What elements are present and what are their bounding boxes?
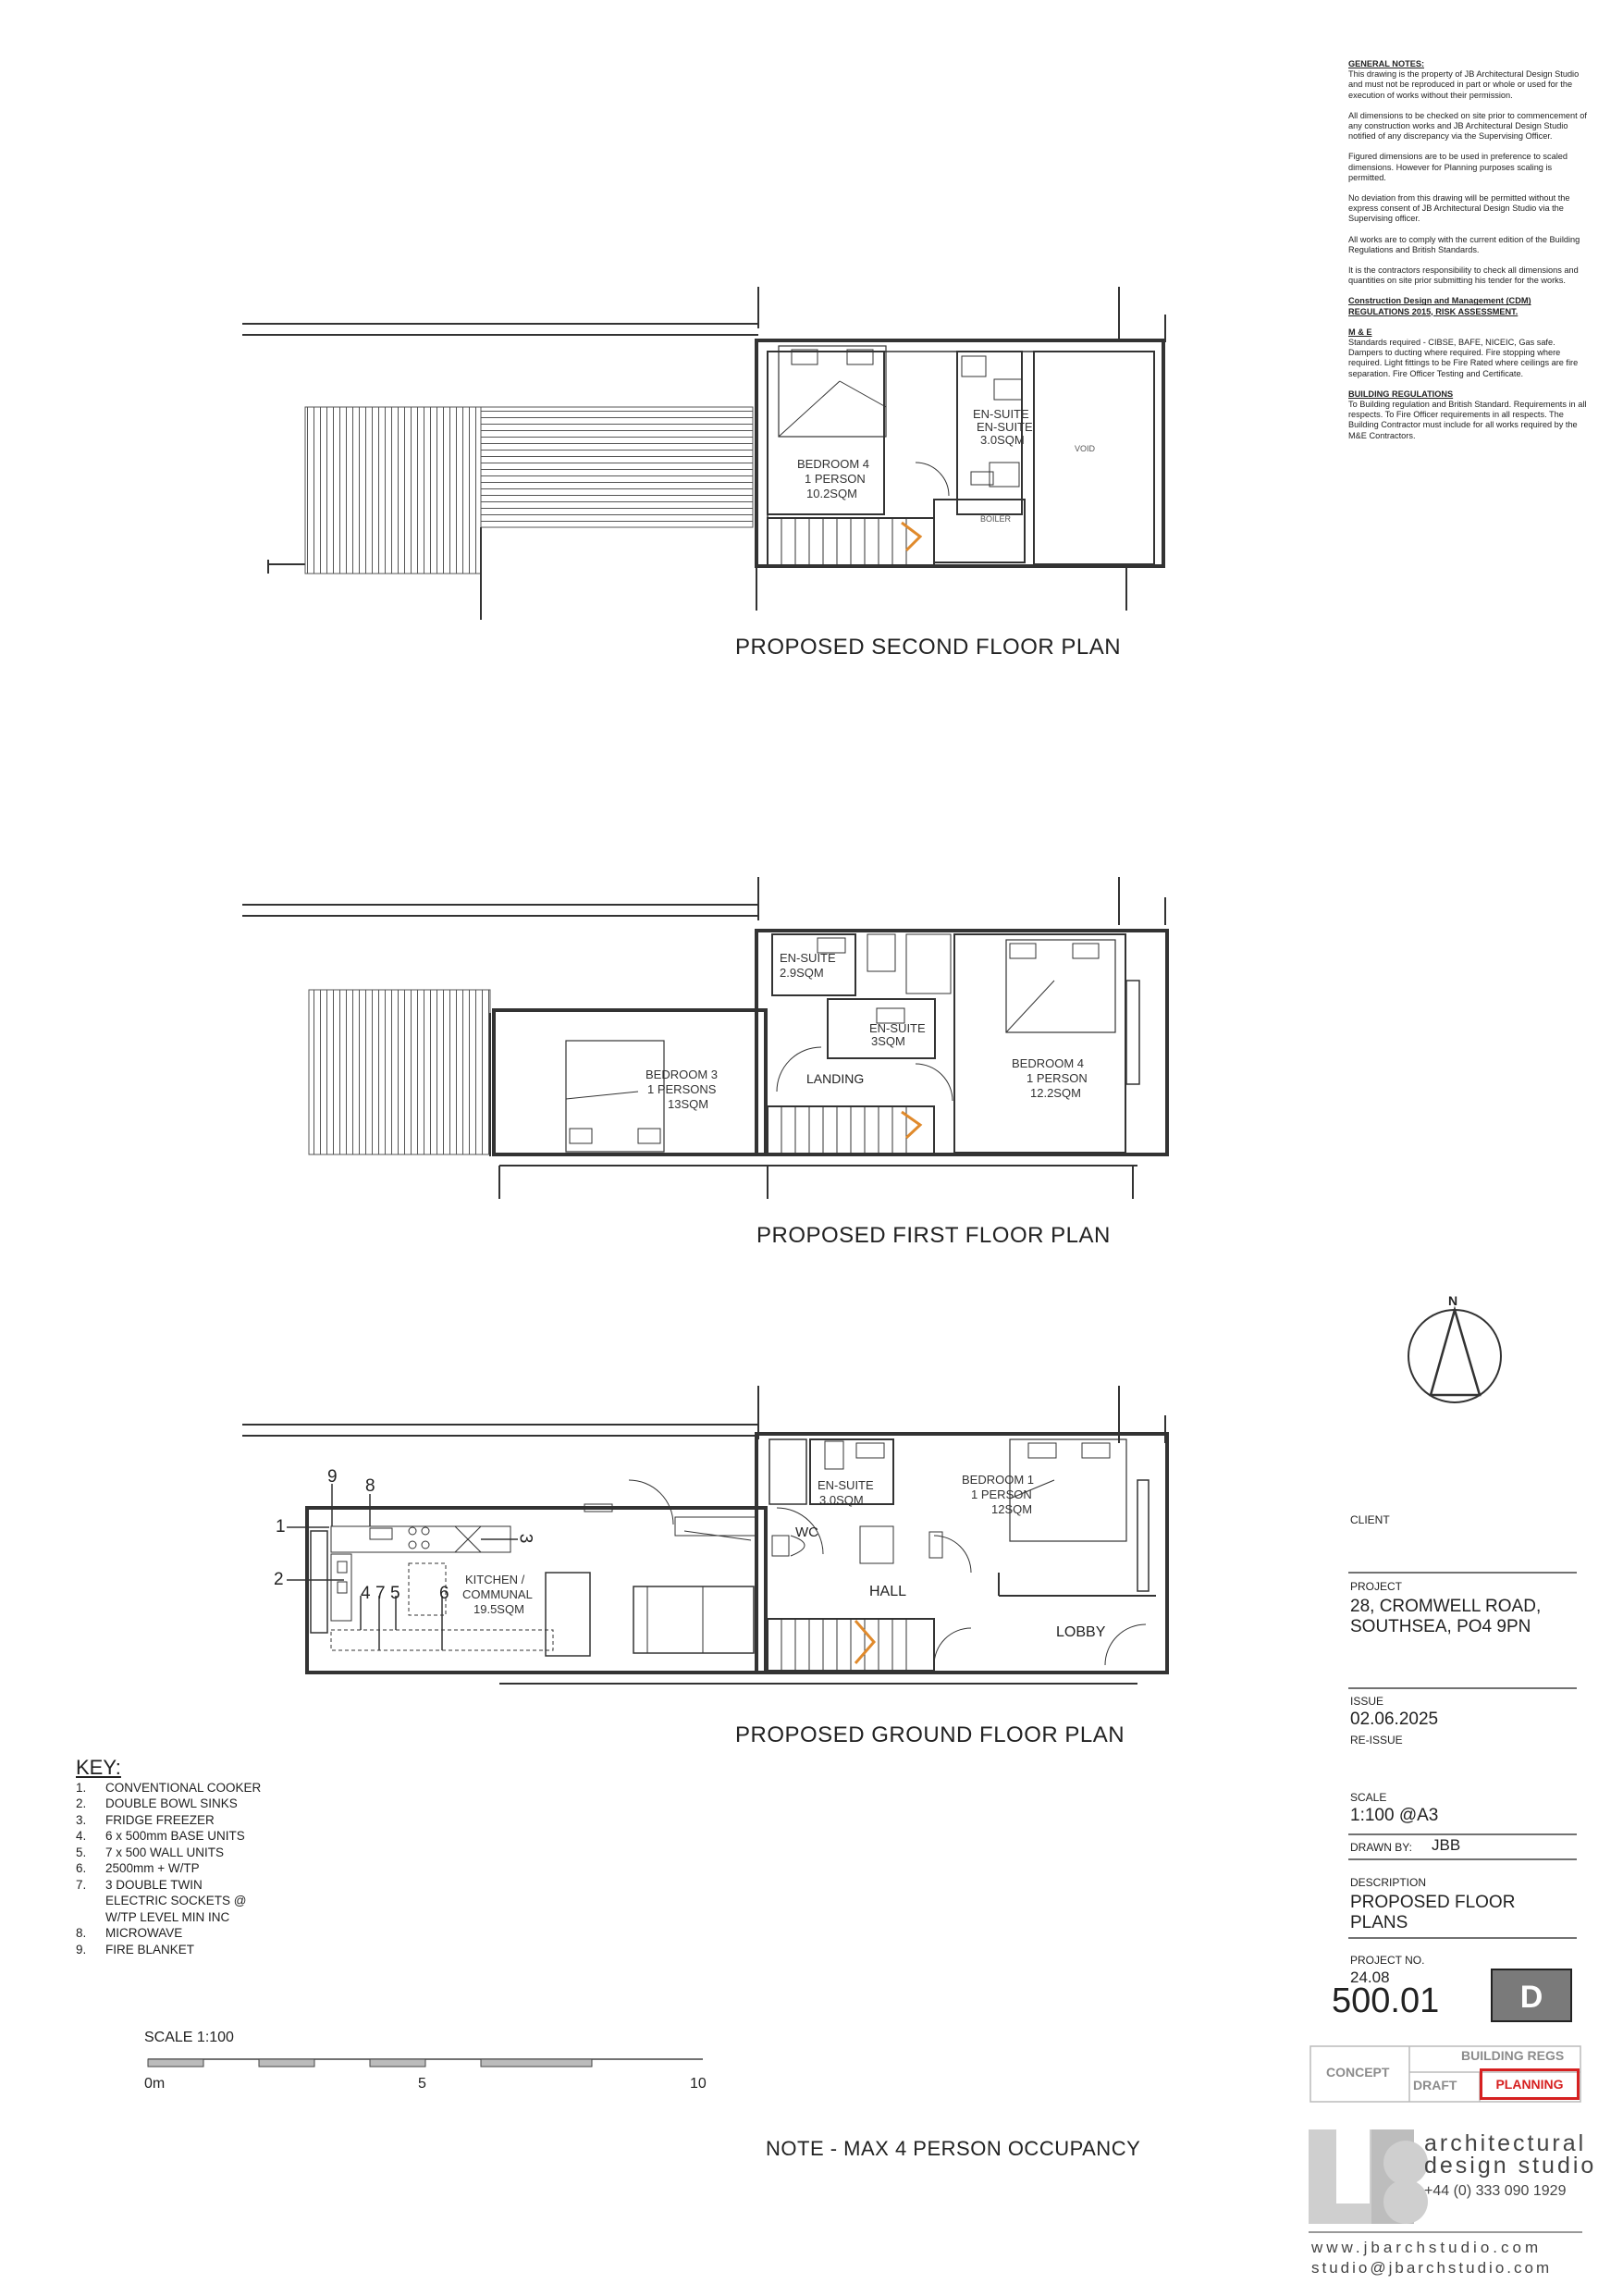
general-notes-heading: GENERAL NOTES: xyxy=(1348,59,1425,68)
kitchen-key xyxy=(76,1756,262,1957)
stage-concept: CONCEPT xyxy=(1326,2065,1390,2080)
key-item-number: 9. xyxy=(76,1942,87,1957)
second-ensuite-area: 3.0SQM xyxy=(980,433,1025,447)
key-item-number xyxy=(76,1909,105,1926)
second-ensuite-label-2: EN-SUITE xyxy=(977,420,1033,434)
note-paragraph: Figured dimensions are to be used in preference to scaled dimensions. However for Planning purposes scaling is permitted. xyxy=(1348,152,1568,182)
project-number-value: 24.08 xyxy=(1350,1969,1390,1986)
key-item xyxy=(76,1942,261,1958)
key-item-number: 7. xyxy=(76,1877,87,1892)
logo-line-2: design studio xyxy=(1424,2153,1597,2179)
scale-bar xyxy=(148,2059,703,2067)
key-item-number: 5. xyxy=(76,1845,87,1859)
callout-5: 5 xyxy=(390,1584,400,1603)
drawn-by-value: JBB xyxy=(1432,1836,1461,1854)
callout-9: 9 xyxy=(327,1467,338,1487)
stage-planning: PLANNING xyxy=(1480,2068,1580,2100)
callout-6: 6 xyxy=(439,1584,449,1603)
landing-label: LANDING xyxy=(806,1071,865,1086)
first-ensuite-a-area: 2.9SQM xyxy=(780,966,824,980)
key-item xyxy=(76,1925,261,1942)
kitchen-label-2: COMMUNAL xyxy=(462,1587,533,1601)
key-item xyxy=(76,1812,261,1829)
stage-building-regs: BUILDING REGS xyxy=(1461,2048,1565,2063)
key-item xyxy=(76,1877,261,1894)
me-text: Standards required - CIBSE, BAFE, NICEIC, Gas safe. Dampers to ducting where required. Fire stopping where required. Light fittings to be Fire Rated where ceilings are fire separation. Fire Officer Testing and Certificate. xyxy=(1348,338,1579,378)
second-bedroom-label: BEDROOM 4 xyxy=(797,457,870,471)
key-item-number: 3. xyxy=(76,1812,87,1827)
description-label: DESCRIPTION xyxy=(1350,1876,1427,1889)
hall-label: HALL xyxy=(869,1584,907,1599)
key-item xyxy=(76,1796,261,1812)
second-floor-plan xyxy=(242,287,1165,620)
key-item-text: MICROWAVE xyxy=(105,1926,183,1940)
first-bedroom-4-occupancy: 1 PERSON xyxy=(1027,1071,1088,1085)
general-notes xyxy=(1348,59,1589,451)
note-paragraph: This drawing is the property of JB Architectural Design Studio and must not be reproduced in part or whole or used for the execution of works without their permission. xyxy=(1348,69,1580,100)
scale-value: 1:100 @A3 xyxy=(1350,1806,1439,1825)
first-ensuite-a-label: EN-SUITE xyxy=(780,951,836,965)
key-item-text: ELECTRIC SOCKETS @ xyxy=(105,1894,247,1907)
key-item-text: DOUBLE BOWL SINKS xyxy=(105,1796,238,1810)
key-item-text: 6 x 500mm BASE UNITS xyxy=(105,1829,245,1843)
key-item-text: W/TP LEVEL MIN INC xyxy=(105,1909,230,1924)
boiler-label: BOILER xyxy=(980,514,1012,524)
north-label: N xyxy=(1448,1293,1458,1308)
description-line-1: PROPOSED FLOOR xyxy=(1350,1893,1516,1912)
callout-7: 7 xyxy=(375,1584,386,1603)
ground-floor-plan xyxy=(242,1386,1167,1684)
ground-ensuite-label: EN-SUITE xyxy=(818,1478,874,1492)
key-item-number: 1. xyxy=(76,1780,87,1795)
note-paragraph: All works are to comply with the current edition of the Building Regulations and British Standards. xyxy=(1348,234,1580,254)
key-item-text: FIRE BLANKET xyxy=(105,1942,195,1957)
callout-2: 2 xyxy=(274,1570,284,1589)
callout-1: 1 xyxy=(276,1517,286,1537)
key-item-number xyxy=(76,1893,105,1909)
client-label: CLIENT xyxy=(1350,1513,1390,1526)
project-address-1: 28, CROMWELL ROAD, xyxy=(1350,1597,1542,1616)
first-bedroom-4-label: BEDROOM 4 xyxy=(1012,1056,1085,1070)
second-ensuite-label: EN-SUITE xyxy=(973,407,1029,421)
callout-4: 4 xyxy=(361,1584,371,1603)
project-label: PROJECT xyxy=(1350,1580,1403,1593)
drawing-number: 500.01 xyxy=(1332,1981,1440,2020)
void-label: VOID xyxy=(1075,444,1096,453)
first-ensuite-b-area: 3SQM xyxy=(871,1034,905,1048)
second-floor-title: PROPOSED SECOND FLOOR PLAN xyxy=(735,635,1122,660)
key-item xyxy=(76,1909,261,1926)
scale-bar-label: SCALE 1:100 xyxy=(144,2030,234,2045)
issue-label: ISSUE xyxy=(1350,1695,1384,1708)
stage-draft: DRAFT xyxy=(1413,2078,1457,2092)
logo-phone: +44 (0) 333 090 1929 xyxy=(1424,2183,1567,2199)
scale-tick-5: 5 xyxy=(418,2076,426,2092)
first-bedroom-4-area: 12.2SQM xyxy=(1030,1086,1081,1100)
first-floor-title: PROPOSED FIRST FLOOR PLAN xyxy=(756,1223,1111,1248)
key-item xyxy=(76,1828,261,1845)
note-paragraph: No deviation from this drawing will be permitted without the express consent of JB Architectural Design Studio via the Supervising officer. xyxy=(1348,193,1570,224)
br-heading: BUILDING REGULATIONS xyxy=(1348,389,1454,399)
key-item-number: 6. xyxy=(76,1861,87,1875)
callout-3: 3 xyxy=(515,1533,535,1544)
revision-badge: D xyxy=(1491,1969,1572,2022)
key-item-text: 3 DOUBLE TWIN xyxy=(105,1877,203,1892)
key-item-text: FRIDGE FREEZER xyxy=(105,1812,215,1827)
key-item-text: 7 x 500 WALL UNITS xyxy=(105,1845,225,1859)
me-heading: M & E xyxy=(1348,327,1372,337)
second-bedroom-area: 10.2SQM xyxy=(806,487,857,500)
key-item xyxy=(76,1780,261,1796)
key-item xyxy=(76,1893,261,1909)
br-text: To Building regulation and British Standard. Requirements in all respects. To Fire Officer requirements in all respects. The Building Contractor must include for all works required by the M&E Contractors. xyxy=(1348,400,1587,440)
key-item-number: 4. xyxy=(76,1829,87,1843)
key-item xyxy=(76,1845,261,1861)
occupancy-note: NOTE - MAX 4 PERSON OCCUPANCY xyxy=(766,2137,1141,2160)
bedroom-3-label: BEDROOM 3 xyxy=(646,1068,719,1081)
ground-ensuite-area: 3.0SQM xyxy=(819,1493,864,1507)
issue-status: RE-ISSUE xyxy=(1350,1734,1403,1747)
bedroom-1-occupancy: 1 PERSON xyxy=(971,1487,1032,1501)
note-paragraph: It is the contractors responsibility to check all dimensions and quantities on site prior submitting his tender for the works. xyxy=(1348,265,1579,286)
key-item-text: 2500mm + W/TP xyxy=(105,1861,200,1875)
project-address-2: SOUTHSEA, PO4 9PN xyxy=(1350,1617,1531,1636)
kitchen-label: KITCHEN / xyxy=(465,1573,525,1586)
note-paragraph: All dimensions to be checked on site prior to commencement of any construction works and JB Architectural Design Studio notified of any discrepancy via the Supervising Officer. xyxy=(1348,110,1587,142)
lobby-label: LOBBY xyxy=(1056,1624,1106,1640)
scale-tick-0: 0m xyxy=(144,2076,166,2092)
project-number-label: PROJECT NO. xyxy=(1350,1954,1425,1967)
key-item-text: CONVENTIONAL COOKER xyxy=(105,1780,262,1795)
drawn-by-label: DRAWN BY: xyxy=(1350,1841,1412,1854)
key-item-number: 2. xyxy=(76,1796,87,1810)
key-item xyxy=(76,1860,261,1877)
description-line-2: PLANS xyxy=(1350,1913,1408,1932)
bedroom-3-occupancy: 1 PERSONS xyxy=(647,1082,717,1096)
key-title: KEY: xyxy=(76,1756,121,1779)
key-item-number: 8. xyxy=(76,1926,87,1940)
scale-tick-10: 10 xyxy=(690,2076,707,2092)
logo-website: www.jbarchstudio.com xyxy=(1311,2239,1543,2256)
callout-8: 8 xyxy=(365,1476,375,1496)
logo-line-1: architectural xyxy=(1424,2130,1587,2156)
logo-email: studio@jbarchstudio.com xyxy=(1311,2259,1553,2277)
bedroom-1-area: 12SQM xyxy=(991,1502,1033,1516)
scale-label: SCALE xyxy=(1350,1791,1387,1804)
kitchen-area: 19.5SQM xyxy=(473,1602,524,1616)
ground-floor-title: PROPOSED GROUND FLOOR PLAN xyxy=(735,1722,1125,1747)
north-arrow xyxy=(1408,1310,1501,1402)
first-ensuite-b-label: EN-SUITE xyxy=(869,1021,926,1035)
bedroom-3-area: 13SQM xyxy=(668,1097,709,1111)
cdm-heading: Construction Design and Management (CDM) REGULATIONS 2015, RISK ASSESSMENT. xyxy=(1348,296,1531,316)
first-floor-plan xyxy=(242,877,1167,1199)
wc-label: WC xyxy=(795,1524,818,1540)
second-bedroom-occupancy: 1 PERSON xyxy=(805,472,866,486)
issue-date: 02.06.2025 xyxy=(1350,1710,1439,1729)
bedroom-1-label: BEDROOM 1 xyxy=(962,1473,1035,1487)
